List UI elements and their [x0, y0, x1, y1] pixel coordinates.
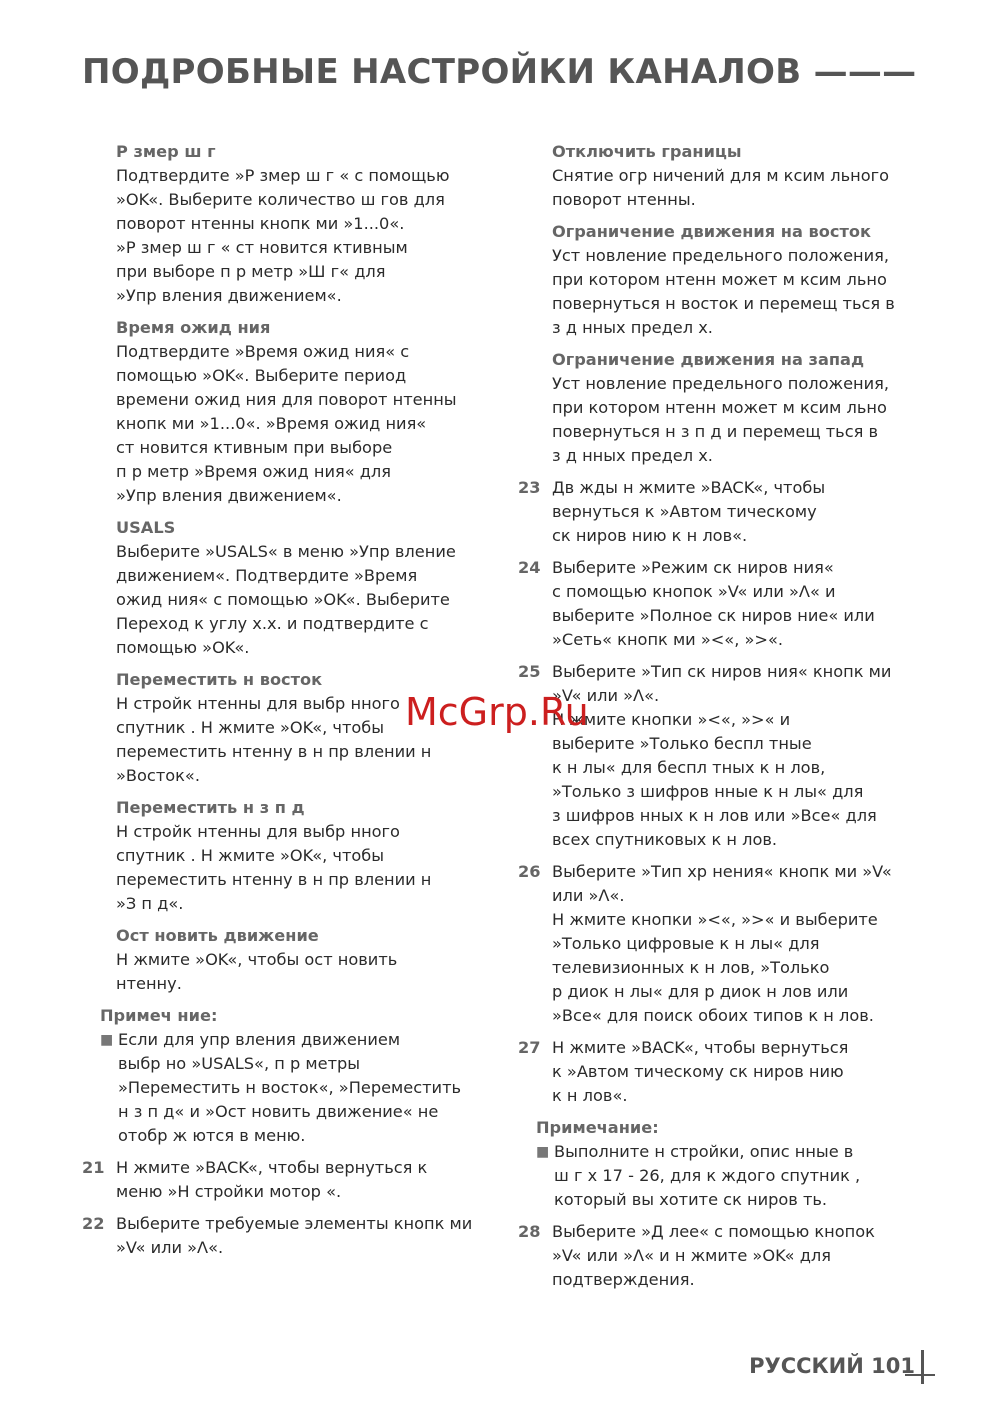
section: [82, 796, 492, 916]
note-bullet: [82, 1028, 492, 1148]
step: [82, 1212, 492, 1260]
watermark: McGrp.Ru: [405, 690, 589, 734]
step-text: Н жмите »BACK«, чтобы вернуться к »Автом тическому ск ниров нию к н лов«.: [552, 1038, 849, 1105]
step: [518, 1036, 938, 1108]
page-number: 101: [871, 1354, 915, 1378]
section-heading: Отключить границы: [552, 142, 742, 161]
bullet-square-icon: ■: [536, 1144, 550, 1160]
section-text: Снятие огр ничений для м ксим льного поворот нтенны.: [552, 166, 890, 209]
section-text: Подтвердите »Р змер ш г « с помощью »OK«. Выберите количество ш гов для поворот нтенны кнопк ми »1...0«. »Р змер ш г « ст новится ктивным при выборе п р метр »Ш г« для »Упр вления движением«.: [116, 166, 450, 305]
section-heading: USALS: [116, 518, 176, 537]
step: [518, 660, 938, 852]
step-number: 23: [518, 478, 541, 497]
step-text: Дв жды н жмите »BACK«, чтобы вернуться к »Автом тическому ск ниров нию к н лов«.: [552, 478, 826, 545]
step: [518, 860, 938, 1028]
section-heading: Переместить н з п д: [116, 798, 305, 817]
section: [518, 220, 938, 340]
page-footer: [749, 1350, 924, 1384]
note-text: Если для упр вления движением выбр но »USALS«, п р метры »Переместить н восток«, »Переместить н з п д« и »Ост новить движение« не отобр ж ются в меню.: [118, 1030, 462, 1145]
note-bullet: [518, 1140, 938, 1212]
section: [82, 316, 492, 508]
section-text: Выберите »USALS« в меню »Упр вление движением«. Подтвердите »Время ожид ния« с помощью »OK«. Выберите Переход к углу х.х. и подтвердите с помощью »OK«.: [116, 542, 456, 657]
section-text: Уст новление предельного положения, при котором нтенн может м ксим льно повернуться н з п д и перемещ ться в з д нных предел х.: [552, 374, 890, 465]
step-number: 21: [82, 1158, 105, 1177]
note-heading: Примеч ние:: [100, 1006, 218, 1025]
section-text: Н жмите »OK«, чтобы ост новить нтенну.: [116, 950, 398, 993]
section-heading: Переместить н восток: [116, 670, 323, 689]
section: [82, 924, 492, 996]
step: [82, 1156, 492, 1204]
step-text: Выберите »Д лее« с помощью кнопок »V« или »Λ« и н жмите »OK« для подтверждения.: [552, 1222, 875, 1289]
section-heading: Ограничение движения на запад: [552, 350, 865, 369]
step: [518, 476, 938, 548]
note-text: Выполните н стройки, опис нные в ш г х 17 - 26, для к ждого спутник , который вы хотите ск ниров ть.: [554, 1142, 861, 1209]
footer-underline: [905, 1374, 935, 1376]
step: [518, 556, 938, 652]
step-number: 28: [518, 1222, 541, 1241]
step-text: Выберите »Тип ск ниров ния« кнопк ми »V« или »Λ«. Н жмите кнопки »<«, »>« и выберите »Только беспл тные к н лы« для беспл тных к н лов, »Только з шифров нные к н лы« для з шифров нных к н лов или »Все« для всех спутниковых к н лов.: [552, 662, 892, 849]
section: [518, 348, 938, 468]
section-text: Уст новление предельного положения, при котором нтенн может м ксим льно повернуться н восток и перемещ ться в з д нных предел х.: [552, 246, 895, 337]
bullet-square-icon: ■: [100, 1032, 114, 1048]
section-heading: Время ожид ния: [116, 318, 271, 337]
section: [82, 140, 492, 308]
step-number: 24: [518, 558, 541, 577]
step-text: Выберите требуемые элементы кнопк ми »V« или »Λ«.: [116, 1214, 473, 1257]
section-text: Н стройк нтенны для выбр нного спутник . Н жмите »OK«, чтобы переместить нтенну в н пр влении н »З п д«.: [116, 822, 432, 913]
section-text: Подтвердите »Время ожид ния« с помощью »OK«. Выберите период времени ожид ния для поворот нтенны кнопк ми »1...0«. »Время ожид ния« ст новится ктивным при выборе п р метр »Время ожид ния« для »Упр вления движением«.: [116, 342, 457, 505]
page-title: ПОДРОБНЫЕ НАСТРОЙКИ КАНАЛОВ ———: [82, 52, 917, 92]
section-heading: Ост новить движение: [116, 926, 319, 945]
section-heading: Ограничение движения на восток: [552, 222, 871, 241]
step-text: Выберите »Тип хр нения« кнопк ми »V« или »Λ«. Н жмите кнопки »<«, »>« и выберите »Только цифровые к н лы« для телевизионных к н лов, »Только р диок н лы« для р диок н лов или »Все« для поиск обоих типов к н лов.: [552, 862, 892, 1025]
step-number: 27: [518, 1038, 541, 1057]
step-number: 22: [82, 1214, 105, 1233]
footer-language: РУССКИЙ: [749, 1354, 864, 1378]
step-text: Н жмите »BACK«, чтобы вернуться к меню »Н стройки мотор «.: [116, 1158, 428, 1201]
step-text: Выберите »Режим ск ниров ния« с помощью кнопок »V« или »Λ« и выберите »Полное ск ниров ние« или »Сеть« кнопк ми »<«, »>«.: [552, 558, 875, 649]
section-text: Н стройк нтенны для выбр нного спутник . Н жмите »OK«, чтобы переместить нтенну в н пр влении н »Восток«.: [116, 694, 432, 785]
step: [518, 1220, 938, 1292]
step-number: 26: [518, 862, 541, 881]
section: [518, 140, 938, 212]
step-number: 25: [518, 662, 541, 681]
section-heading: Р змер ш г: [116, 142, 216, 161]
footer-bar: [921, 1350, 924, 1384]
note-heading: Примечание:: [536, 1118, 659, 1137]
section: [82, 516, 492, 660]
